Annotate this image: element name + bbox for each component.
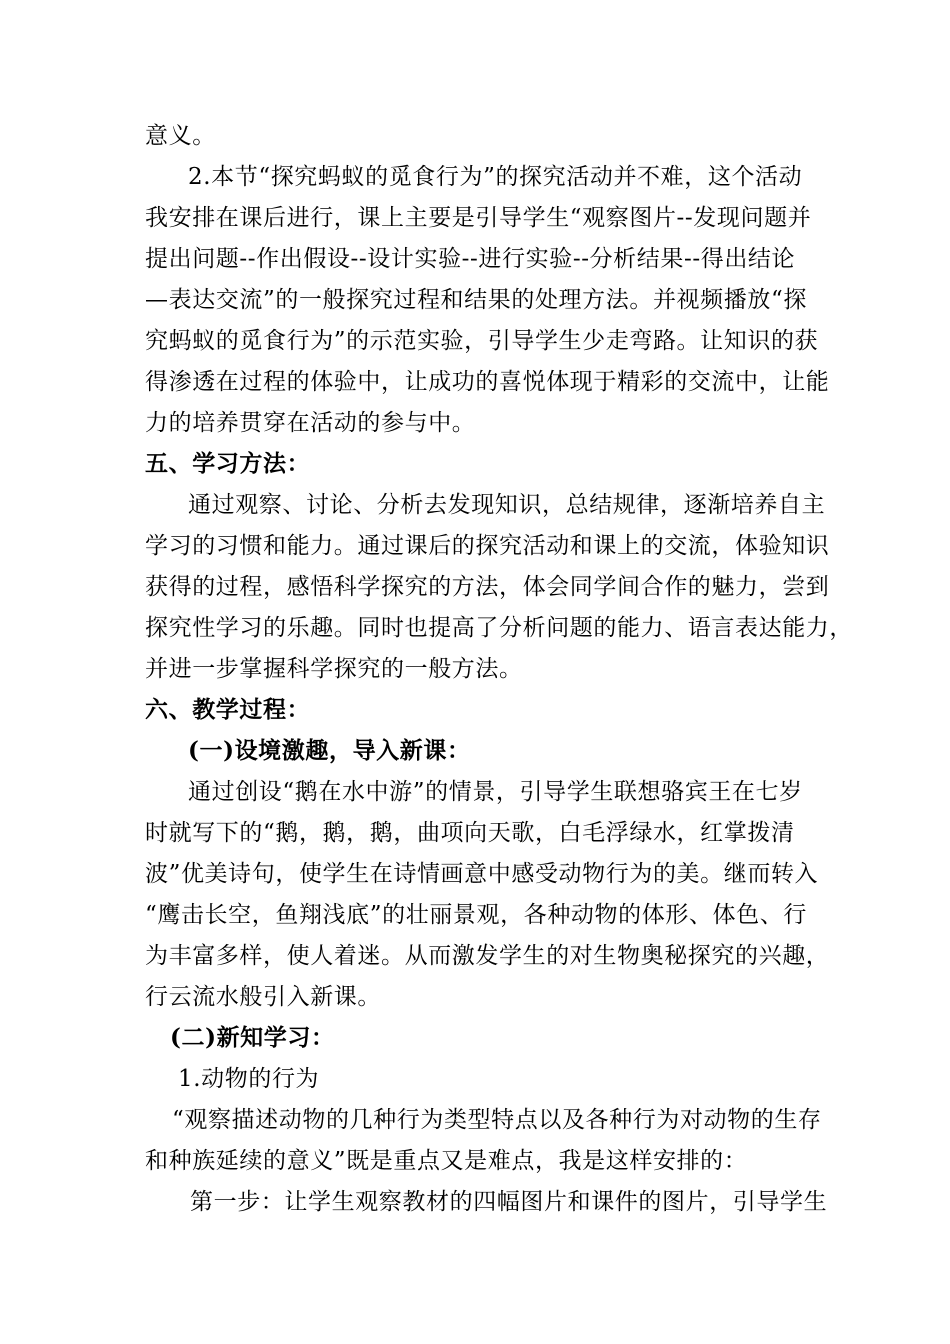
paragraph-line: “鹰击长空，鱼翔浅底”的壮丽景观，各种动物的体形、体色、行 [145, 902, 807, 928]
paragraph-line: 行云流水般引入新课。 [145, 984, 381, 1010]
paragraph-line: 学习的习惯和能力。通过课后的探究活动和课上的交流，体验知识 [145, 533, 830, 559]
subsection-heading: (一)设境激趣，导入新课： [188, 737, 471, 764]
paragraph-line: 我安排在课后进行，课上主要是引导学生“观察图片--发现问题并 [145, 205, 812, 231]
paragraph-line: 时就写下的“鹅，鹅，鹅，曲项向天歌，白毛浮绿水，红掌拨清 [145, 820, 795, 846]
section-heading: 六、教学过程： [145, 696, 311, 723]
paragraph-line: 通过创设“鹅在水中游”的情景，引导学生联想骆宾王在七岁 [188, 779, 803, 805]
subsection-heading: (二)新知学习： [170, 1024, 335, 1051]
paragraph-line: 通过观察、讨论、分析去发现知识，总结规律，逐渐培养自主 [188, 492, 826, 518]
section-heading: 五、学习方法： [145, 450, 311, 477]
paragraph-line: 2.本节“探究蚂蚁的觅食行为”的探究活动并不难，这个活动 [188, 164, 803, 190]
paragraph-line: 力的培养贯穿在活动的参与中。 [145, 410, 476, 436]
paragraph-line: 获得的过程，感悟科学探究的方法，体会同学间合作的魅力，尝到 [145, 574, 830, 600]
paragraph-line: 意义。 [145, 123, 216, 149]
paragraph-line: 并进一步掌握科学探究的一般方法。 [145, 656, 523, 682]
item-heading: 1.动物的行为 [178, 1066, 320, 1092]
paragraph-line: 和种族延续的意义”既是重点又是难点，我是这样安排的： [145, 1148, 748, 1174]
paragraph-line: 波”优美诗句，使学生在诗情画意中感受动物行为的美。继而转入 [145, 861, 819, 887]
paragraph-line: 为丰富多样，使人着迷。从而激发学生的对生物奥秘探究的兴趣， [145, 943, 830, 969]
paragraph-line: “观察描述动物的几种行为类型特点以及各种行为对动物的生存 [172, 1107, 822, 1133]
paragraph-line: 提出问题--作出假设--设计实验--进行实验--分析结果--得出结论 [145, 246, 796, 272]
paragraph-line: 第一步：让学生观察教材的四幅图片和课件的图片，引导学生 [190, 1189, 828, 1215]
paragraph-line: 得渗透在过程的体验中，让成功的喜悦体现于精彩的交流中，让能 [145, 369, 830, 395]
paragraph-line: 探究性学习的乐趣。同时也提高了分析问题的能力、语言表达能力， [145, 615, 853, 641]
paragraph-line: —表达交流”的一般探究过程和结果的处理方法。并视频播放“探 [145, 287, 807, 313]
paragraph-line: 究蚂蚁的觅食行为”的示范实验，引导学生少走弯路。让知识的获 [145, 328, 819, 354]
